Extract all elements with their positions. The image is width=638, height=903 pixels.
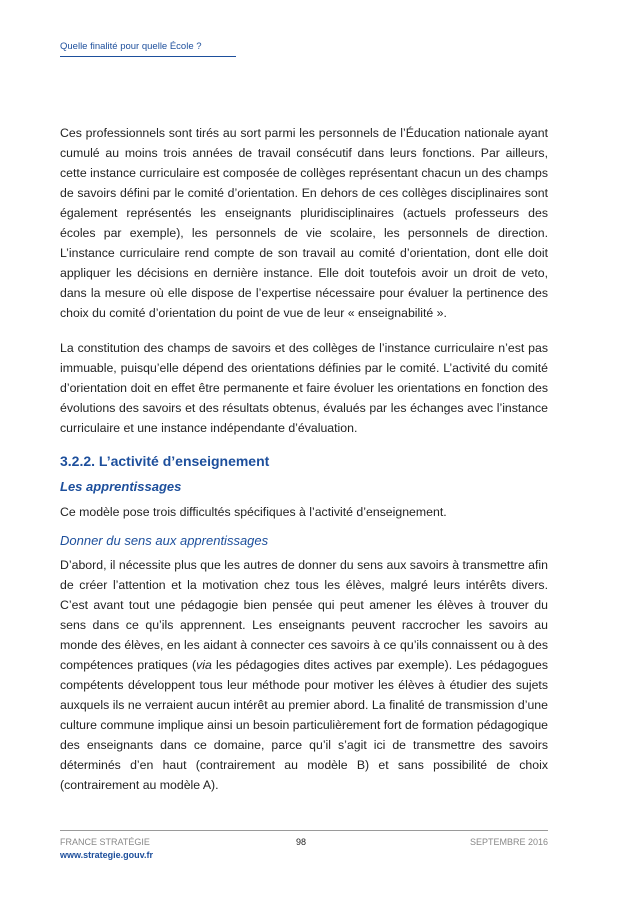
paragraph-3-italic: via — [196, 658, 212, 672]
running-header: Quelle finalité pour quelle École ? — [60, 41, 202, 52]
page-number: 98 — [296, 837, 307, 847]
footer-rule — [60, 830, 548, 831]
section-heading: 3.2.2. L’activité d’enseignement — [60, 453, 270, 469]
sub-heading: Les apprentissages — [60, 479, 182, 494]
subsub-heading: Donner du sens aux apprentissages — [60, 533, 269, 548]
footer-organization: FRANCE STRATÉGIE — [60, 837, 150, 847]
paragraph-3-part-1: D’abord, il nécessite plus que les autres de donner du sens aux savoirs à transmettre afin de créer l’attention et la motivation chez tous les élèves, malgré leurs intérêts divers. C’est avant tout une pédagogie bien pensée qui peut amener les élèves à trouver du sens dans ce qu’ils apprennent. Les enseignants peuvent raccrocher les savoirs au monde des élèves, en les aidant à connecter ces savoirs à ce qu’ils connaissent ou à des compétences pratiques ( — [60, 558, 548, 672]
intro-paragraph: Ce modèle pose trois difficultés spécifiques à l’activité d’enseignement. — [60, 505, 447, 519]
website-link[interactable]: www.strategie.gouv.fr — [60, 850, 154, 860]
header-rule — [60, 56, 236, 57]
paragraph-2: La constitution des champs de savoirs et des collèges de l’instance curriculaire n’est pas immuable, puisqu’elle dépend des orientations définies par le comité. L’activité du comité d’orientation doit en effet être permanente et faire évoluer les orientations en fonction des évolutions des savoirs et des résultats obtenus, évalués par les échanges avec l’instance curriculaire et une instance indépendante d’évaluation. — [60, 341, 548, 435]
paragraph-3 — [60, 555, 548, 795]
footer-date: SEPTEMBRE 2016 — [469, 837, 548, 847]
paragraph-1: Ces professionnels sont tirés au sort parmi les personnels de l’Éducation nationale ayant cumulé au moins trois années de travail consécutif dans leurs fonctions. Par ailleurs, cette instance curriculaire est composée de collèges représentant chacun un des champs de savoirs défini par le comité d’orientation. En dehors de ces collèges disciplinaires sont également représentés les enseignants pluridisciplinaires (actuels professeurs des écoles par exemple), les personnels de vie scolaire, les personnels de direction. L’instance curriculaire rend compte de son travail au comité d’orientation, dont elle doit appliquer les décisions en dernière instance. Elle doit toutefois avoir un droit de veto, dans la mesure où elle dispose de l’expertise nécessaire pour évaluer la pertinence des choix du comité d’orientation du point de vue de leur « enseignabilité ». — [60, 126, 548, 320]
page-body — [60, 123, 548, 795]
paragraph-3-part-2: les pédagogies dites actives par exemple). Les pédagogues compétents développent tous leur méthode pour motiver les élèves à étudier des sujets auxquels ils ne verraient aucun intérêt au premier abord. La finalité de transmission d’une culture commune implique ainsi un besoin particulièrement fort de formation pédagogique des enseignants dans ce domaine, parce qu’il s’agit ici de transmettre des savoirs déterminés d’en haut (contrairement au modèle B) et sans possibilité de choix (contrairement au modèle A). — [60, 658, 548, 792]
